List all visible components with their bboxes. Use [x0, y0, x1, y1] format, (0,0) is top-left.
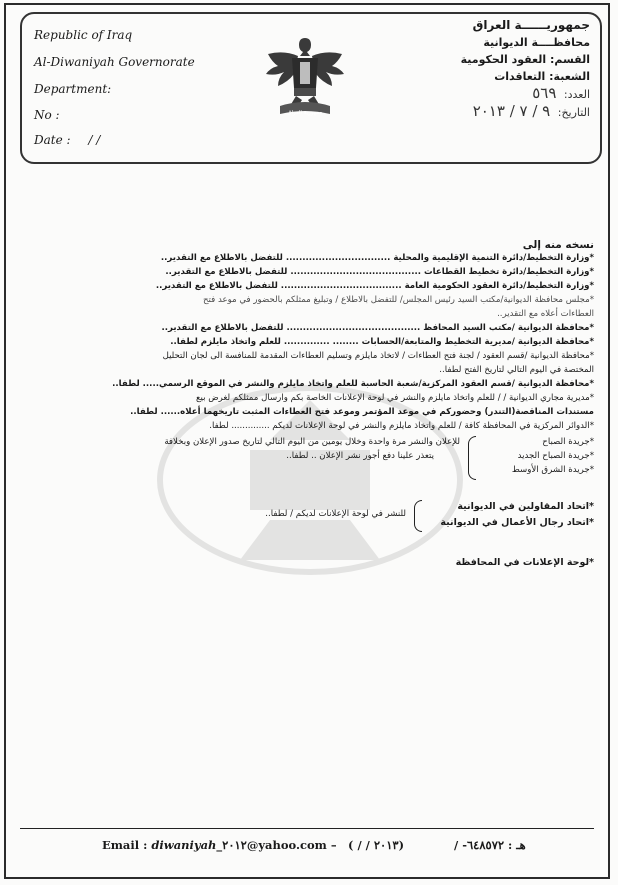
list-item: العطاءات أعلاه مع التقدير.. — [497, 309, 594, 319]
number-value-arabic: ٥٦٩ — [532, 84, 557, 102]
email-domain: @yahoo.com – — [246, 838, 337, 852]
newspaper-item: *جريدة الصباح الجديد — [517, 451, 594, 461]
email-year: ٢٠١٢ — [222, 838, 247, 852]
number-field — [34, 108, 74, 122]
list-item: *محافظة الديوانية /قسم العقود / لجنة فتح العطاءات / لاتخاذ مايلزم وتسليم العطاءات المقدمة للمنافسة الى لجان التحليل — [162, 351, 594, 361]
division-arabic: الشعبة: التعاقدات — [494, 70, 590, 83]
distribution-list — [28, 240, 594, 580]
number-arabic — [532, 84, 590, 102]
iraq-eagle-emblem — [262, 30, 348, 122]
footer-phone: هـ : ٦٤٨٥٧٢- / — [454, 838, 526, 852]
department-arabic: القسم: العقود الحكومية — [460, 53, 590, 66]
list-item: *مجلس محافظة الديوانية/مكتب السيد رئيس المجلس/ للتفضل بالاطلاع / وتبليغ ممثلكم بالحضور في موعد فتح — [202, 295, 594, 305]
list-item: *وزارة التخطيط/دائرة التنمية الإقليمية والمحلية ................................ للتفضل بالاطلاع مع التقدير.. — [160, 253, 594, 263]
date-arabic — [473, 102, 590, 120]
list-item: *محافظة الديوانية /قسم العقود المركزية/شعبة الحاسبة للعلم واتخاذ مايلزم والنشر في الموقع الرسمي..... لطفا.. — [112, 379, 594, 389]
date-field — [34, 133, 100, 147]
emblem-banner-text: جمهورية العراق — [287, 110, 323, 116]
footer — [30, 838, 590, 858]
email-user: diwaniyah_ — [151, 838, 223, 852]
list-item: *مديرية مجاري الديوانية / / للعلم واتخاذ مايلزم والنشر في لوحة الإعلانات الخاصة بكم وارسال ممثلكم لغرض بيع — [195, 393, 594, 403]
footer-date: (٢٠١٣ / / ) — [348, 838, 405, 852]
list-item: *محافظة الديوانية /مكتب السيد المحافظ ......................................... للتفضل بالاطلاع مع التقدير.. — [161, 323, 594, 333]
union-item: *اتحاد رجال الأعمال في الديوانية — [440, 517, 594, 528]
union-item: *اتحاد المقاولين في الديوانية — [457, 501, 594, 512]
department-field — [34, 82, 125, 96]
list-item: *الدوائر المركزية في المحافظة كافة / للعلم واتخاذ مايلزم والنشر في لوحة الإعلانات لديكم .............. لطفا. — [209, 421, 594, 431]
list-item: مستندات المناقصة(التندر) وحضوركم في موعد المؤتمر وموعد فتح العطاءات المثبت تاريخهما أعلاه...... لطفا.. — [130, 407, 594, 417]
country-arabic: جمهوريــــــة العراق — [472, 18, 590, 32]
list-item: *محافظة الديوانية /مديرية التخطيط والمتابعة/الحسابات ........ .............. للعلم واتخاذ مايلزم لطفا.. — [170, 337, 594, 347]
governorate-arabic: محافظــــة الديوانية — [483, 36, 590, 49]
unions-note: للنشر في لوحة الإعلانات لديكم / لطفا.. — [265, 509, 406, 519]
date-label-arabic: التاريخ: — [557, 106, 590, 119]
footer-divider — [20, 828, 594, 829]
department-label: Department: — [34, 82, 112, 96]
number-label-english: No : — [34, 108, 60, 122]
email-label: Email : — [102, 838, 148, 852]
number-label-arabic: العدد: — [563, 88, 590, 101]
list-item: *وزارة التخطيط/دائرة تخطيط القطاعات ........................................ للتفضل بالاطلاع مع التقدير.. — [165, 267, 594, 277]
announcement-board-item: *لوحة الإعلانات في المحافظة — [455, 557, 594, 568]
distribution-heading: نسخه منه إلى — [522, 239, 594, 251]
date-value-arabic: ٩ / ٧ / ٢٠١٣ — [472, 102, 551, 120]
newspaper-item: *جريدة الصباح — [542, 437, 594, 447]
governorate-english: Al-Diwaniyah Governorate — [34, 55, 195, 69]
date-label-english: Date : — [34, 133, 71, 147]
unions-brace — [414, 500, 422, 532]
footer-email — [102, 838, 337, 852]
newspaper-note-continued: يتعذر علينا دفع أجور نشر الإعلان .. لطفا.. — [286, 451, 434, 461]
newspapers-brace — [468, 436, 476, 480]
date-value-english: / / — [88, 133, 101, 147]
newspaper-item: *جريدة الشرق الأوسط — [511, 465, 594, 475]
country-english: Republic of Iraq — [34, 28, 133, 42]
list-item: المختصة في اليوم التالي لتاريخ الفتح لطفا.. — [439, 365, 594, 375]
list-item: *وزارة التخطيط/دائرة العقود الحكومية العامة ..................................... للتفضل بالاطلاع مع التقدير.. — [155, 281, 594, 291]
newspaper-note: للإعلان والنشر مرة واحدة وخلال يومين من اليوم التالي لتاريخ صدور الإعلان وبخلافة — [164, 437, 460, 447]
